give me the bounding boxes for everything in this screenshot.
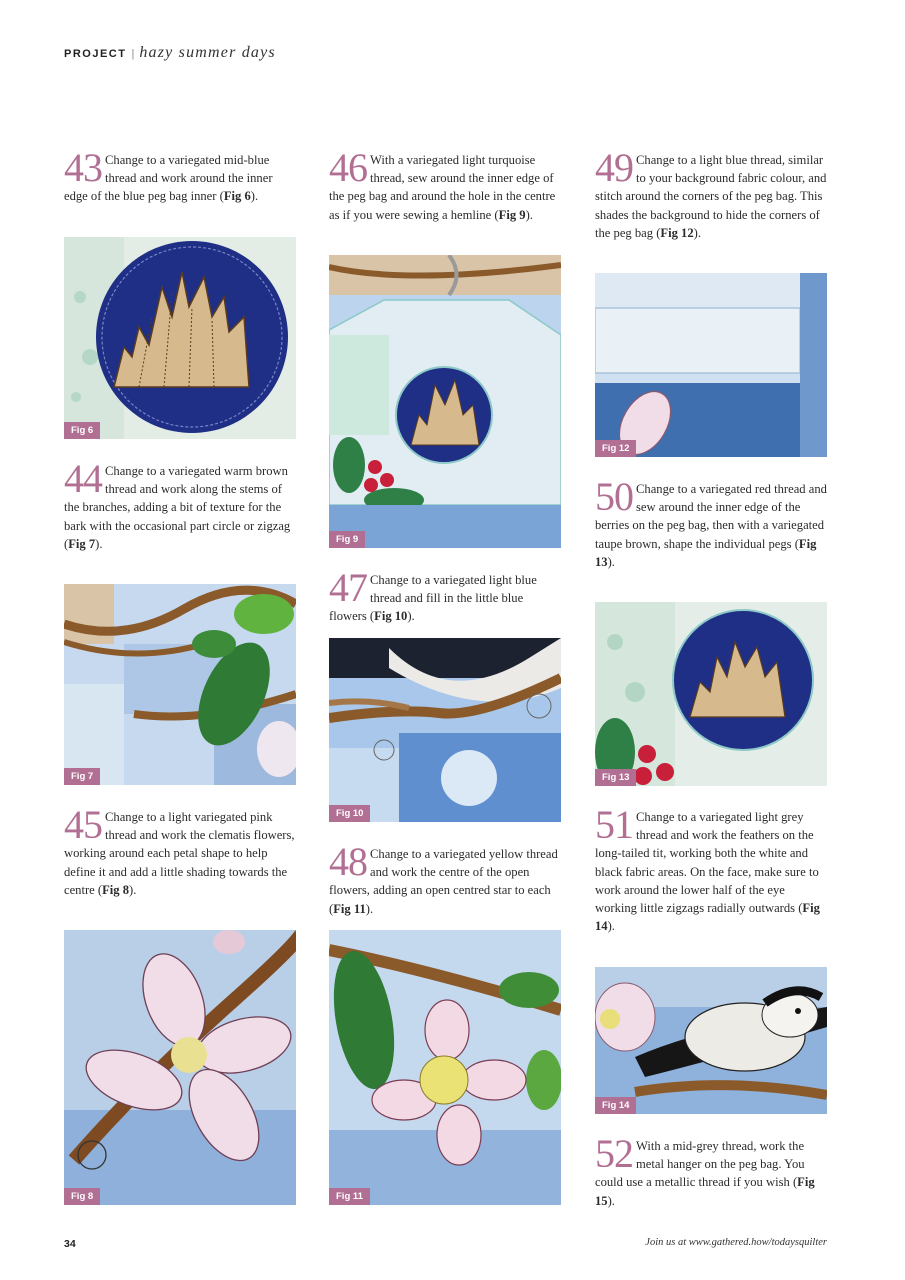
step-number: 52 <box>595 1131 633 1176</box>
footer-website: Join us at www.gathered.how/todaysquilter <box>645 1237 827 1248</box>
figure-reference: Fig 12 <box>660 225 694 240</box>
figure-label: Fig 10 <box>329 805 370 822</box>
figure-label: Fig 14 <box>595 1097 636 1114</box>
figure-reference: Fig 9 <box>498 207 526 222</box>
figure-label: Fig 9 <box>329 531 365 548</box>
figure-label: Fig 11 <box>329 1188 370 1205</box>
figure-label: Fig 12 <box>595 440 636 457</box>
figure-11-photo <box>329 930 561 1205</box>
header-separator: | <box>131 48 135 60</box>
figure-label: Fig 13 <box>595 769 636 786</box>
figure-8-photo <box>64 930 296 1205</box>
figure-7-photo <box>64 584 296 785</box>
step-52: 52 With a mid-grey thread, work the metal hanger on the peg bag. You could use a metallic thread if you wish (Fig 15). <box>595 1131 815 1208</box>
step-number: 46 <box>329 145 367 190</box>
figure-reference: Fig 8 <box>102 882 130 897</box>
step-number: 48 <box>329 839 367 884</box>
running-header <box>64 44 276 62</box>
step-number: 51 <box>595 802 633 847</box>
step-number: 44 <box>64 456 102 501</box>
step-46: 46 With a variegated light turquoise thread, sew around the inner edge of the peg bag and around the hole in the centre as if you were sewing a hemline (Fig 9). <box>329 145 556 222</box>
project-title: hazy summer days <box>139 44 276 61</box>
step-51: 51 Change to a variegated light grey thread and work the feathers on the long-tailed tit, working both the white and black fabric areas. On the face, make sure to work around the lower half of the eye working little zigzags radially outwards (Fig 14). <box>595 802 820 934</box>
figure-reference: Fig 15 <box>595 1175 815 1208</box>
figure-14-photo <box>595 967 827 1114</box>
figure-reference: Fig 6 <box>223 189 251 204</box>
step-47: 47 Change to a variegated light blue thread and fill in the little blue flowers (Fig 10). <box>329 565 537 624</box>
figure-label: Fig 7 <box>64 768 100 785</box>
figure-label: Fig 6 <box>64 422 100 439</box>
figure-reference: Fig 11 <box>333 901 366 916</box>
figure-label: Fig 8 <box>64 1188 100 1205</box>
step-number: 45 <box>64 802 102 847</box>
figure-reference: Fig 14 <box>595 901 820 934</box>
step-49: 49 Change to a light blue thread, similar to your background fabric colour, and stitch around the corners of the peg bag. This shades the background to hide the corners of the peg bag (Fig 12). <box>595 145 827 240</box>
step-43: 43 Change to a variegated mid-blue thread and work around the inner edge of the blue peg bag inner (Fig 6). <box>64 145 273 204</box>
figure-reference: Fig 10 <box>374 609 408 624</box>
figure-6-photo <box>64 237 296 439</box>
step-50: 50 Change to a variegated red thread and sew around the inner edge of the berries on the peg bag, then with a variegated taupe brown, shape the individual pegs (Fig 13). <box>595 474 827 569</box>
step-number: 49 <box>595 145 633 190</box>
step-44: 44 Change to a variegated warm brown thread and work along the stems of the branches, adding a bit of texture for the bark with the occasional part circle or zigzag (Fig 7). <box>64 456 291 551</box>
figure-reference: Fig 13 <box>595 536 817 569</box>
figure-12-photo <box>595 273 827 457</box>
section-label: PROJECT <box>64 48 127 60</box>
step-45: 45 Change to a light variegated pink thread and work the clematis flowers, working around each petal shape to help define it and add a little shading towards the centre (Fig 8). <box>64 802 295 897</box>
page-number: 34 <box>64 1238 76 1250</box>
figure-13-photo <box>595 602 827 786</box>
figure-9-photo <box>329 255 561 548</box>
step-48: 48 Change to a variegated yellow thread and work the centre of the open flowers, adding an open centred star to each (Fig 11). <box>329 839 558 916</box>
step-number: 50 <box>595 474 633 519</box>
figure-reference: Fig 7 <box>68 536 96 551</box>
step-number: 43 <box>64 145 102 190</box>
figure-10-photo <box>329 638 561 822</box>
step-number: 47 <box>329 565 367 610</box>
